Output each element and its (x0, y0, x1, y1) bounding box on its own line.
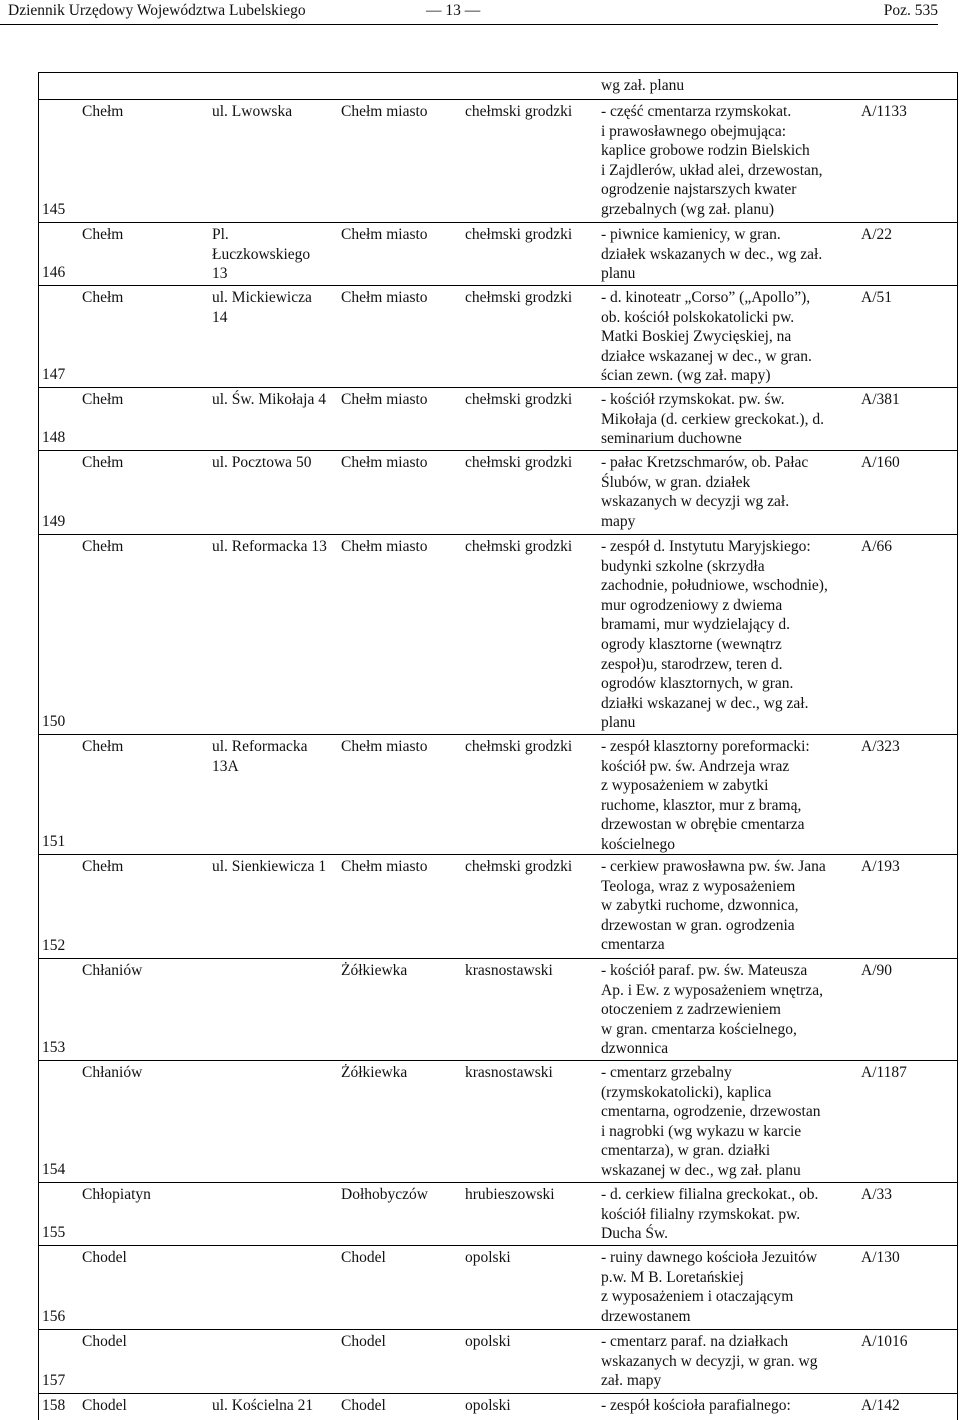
row-separator (38, 958, 958, 959)
row-number: 148 (42, 429, 66, 446)
powiat-cell: chełmski grodzki (465, 738, 573, 755)
table-row (0, 288, 960, 387)
town-cell: Chodel (82, 1333, 127, 1350)
gmina-cell: Chełm miasto (341, 289, 428, 306)
register-number-cell: A/323 (861, 738, 900, 755)
description-cell: - pałac Kretzschmarów, ob. Pałac Ślubów, w gran. działek wskazanych w decyzji wg zał. mapy (601, 454, 809, 530)
powiat-cell: chełmski grodzki (465, 454, 573, 471)
gmina-cell: Żółkiewka (341, 962, 408, 979)
town-cell: Chłopiatyn (82, 1186, 151, 1203)
register-number-cell: A/381 (861, 391, 900, 408)
row-number: 158 (42, 1397, 66, 1414)
address-cell: ul. Kościelna 21 (212, 1397, 314, 1414)
row-separator (38, 1245, 958, 1246)
row-number: 153 (42, 1039, 66, 1056)
powiat-cell: opolski (465, 1333, 511, 1350)
row-number: 154 (42, 1161, 66, 1178)
description-cell: - zespół d. Instytutu Maryjskiego: budynki szkolne (skrzydła zachodnie, południowe, wschodnie), mur ogrodzeniowy z dwiema bramami, mur wydzielający d. ogrody klasztorne (wewnątrz zespoł)u, starodrzew, teren d. ogrodów klasztornych, w gran. działki wskazanej w dec., wg zał. planu (601, 538, 828, 732)
row-separator (38, 534, 958, 535)
powiat-cell: opolski (465, 1397, 511, 1414)
powiat-cell: chełmski grodzki (465, 289, 573, 306)
address-cell: ul. Św. Mikołaja 4 (212, 391, 326, 408)
register-number-cell: A/1016 (861, 1333, 908, 1350)
description-cell: - cmentarz paraf. na działkach wskazanych w decyzji, w gran. wg zał. mapy (601, 1333, 818, 1390)
town-cell: Chełm (82, 858, 124, 875)
town-cell: Chełm (82, 226, 124, 243)
row-number: 147 (42, 366, 66, 383)
row-number: 155 (42, 1224, 66, 1241)
table-row (0, 857, 960, 958)
description-cell: - cmentarz grzebalny (rzymskokatolicki), kaplica cmentarna, ogrodzenie, drzewostan i nagrobki (wg wykazu w karcie cmentarza), w gran. działki wskazanej w dec., wg zał. planu (601, 1064, 821, 1179)
row-number: 157 (42, 1372, 66, 1389)
gmina-cell: Żółkiewka (341, 1064, 408, 1081)
row-separator (38, 99, 958, 100)
gmina-cell: Chełm miasto (341, 391, 428, 408)
table-row (0, 102, 960, 222)
address-cell: ul. Reformacka 13 (212, 538, 327, 555)
description-cell: - d. cerkiew filialna greckokat., ob. kościół filialny rzymskokat. pw. Ducha Św. (601, 1186, 819, 1243)
town-cell: Chełm (82, 454, 124, 471)
address-cell: ul. Lwowska (212, 103, 293, 120)
powiat-cell: krasnostawski (465, 962, 553, 979)
powiat-cell: hrubieszowski (465, 1186, 555, 1203)
position-number: Poz. 535 (883, 2, 938, 19)
row-number: 152 (42, 937, 66, 954)
powiat-cell: krasnostawski (465, 1064, 553, 1081)
table-row (0, 225, 960, 285)
table-row (0, 1063, 960, 1182)
gmina-cell: Chełm miasto (341, 538, 428, 555)
description-cell: - część cmentarza rzymskokat. i prawosławnego obejmująca: kaplice grobowe rodzin Bielskich i Zajdlerów, układ alei, drzewostan, ogrodzenie najstarszych kwater grzebalnych (wg zał. planu) (601, 103, 823, 218)
gmina-cell: Chodel (341, 1397, 386, 1414)
row-number: 150 (42, 713, 66, 730)
register-number-cell: A/66 (861, 538, 892, 555)
table-row (0, 1185, 960, 1245)
row-number: 149 (42, 513, 66, 530)
town-cell: Chełm (82, 738, 124, 755)
gmina-cell: Chełm miasto (341, 738, 428, 755)
register-number-cell: A/1133 (861, 103, 907, 120)
description-cell: - zespół klasztorny poreformacki: kościół pw. św. Andrzeja wraz z wyposażeniem w zabytki ruchome, klasztor, mur z bramą, drzewostan w obrębie cmentarza kościelnego (601, 738, 810, 853)
register-number-cell: A/1187 (861, 1064, 907, 1081)
town-cell: Chełm (82, 391, 124, 408)
address-cell: ul. Pocztowa 50 (212, 454, 312, 471)
register-number-cell: A/22 (861, 226, 892, 243)
town-cell: Chodel (82, 1249, 127, 1266)
address-cell: ul. Reformacka 13A (212, 738, 308, 775)
continued-description: wg zał. planu (601, 77, 685, 94)
page-number: — 13 — (426, 2, 481, 19)
table-row (0, 1396, 960, 1420)
town-cell: Chłaniów (82, 962, 143, 979)
register-number-cell: A/193 (861, 858, 900, 875)
table-row (0, 453, 960, 534)
table-row (0, 1248, 960, 1329)
row-separator (38, 285, 958, 286)
register-number-cell: A/33 (861, 1186, 892, 1203)
town-cell: Chodel (82, 1397, 127, 1414)
table-row (0, 1332, 960, 1393)
powiat-cell: chełmski grodzki (465, 226, 573, 243)
powiat-cell: opolski (465, 1249, 511, 1266)
row-separator (38, 1329, 958, 1330)
register-number-cell: A/51 (861, 289, 892, 306)
row-separator (38, 450, 958, 451)
address-cell: Pl. Łuczkowskiego 13 (212, 226, 311, 283)
journal-title: Dziennik Urzędowy Województwa Lubelskiego (8, 2, 306, 19)
row-separator (38, 1060, 958, 1061)
row-number: 146 (42, 264, 66, 281)
row-number: 156 (42, 1308, 66, 1325)
description-cell: - d. kinoteatr „Corso” („Apollo”), ob. kościół polskokatolicki pw. Matki Boskiej Zwycięskiej, na działce wskazanej w dec., w gran. ścian zewn. (wg zał. mapy) (601, 289, 812, 385)
description-cell: - ruiny dawnego kościoła Jezuitów p.w. M B. Loretańskiej z wyposażeniem i otaczającym drzewostanem (601, 1249, 818, 1325)
powiat-cell: chełmski grodzki (465, 391, 573, 408)
gmina-cell: Chełm miasto (341, 454, 428, 471)
description-cell: - kościół rzymskokat. pw. św. Mikołaja (d. cerkiew greckokat.), d. seminarium duchowne (601, 391, 824, 448)
gmina-cell: Chełm miasto (341, 858, 428, 875)
gmina-cell: Dołhobyczów (341, 1186, 428, 1203)
town-cell: Chłaniów (82, 1064, 143, 1081)
register-number-cell: A/90 (861, 962, 892, 979)
row-separator (38, 854, 958, 855)
powiat-cell: chełmski grodzki (465, 103, 573, 120)
town-cell: Chełm (82, 103, 124, 120)
address-cell: ul. Sienkiewicza 1 (212, 858, 327, 875)
powiat-cell: chełmski grodzki (465, 538, 573, 555)
town-cell: Chełm (82, 289, 124, 306)
table-row (0, 537, 960, 734)
row-separator (38, 222, 958, 223)
description-cell: - zespół kościoła parafialnego: (601, 1397, 791, 1414)
row-separator (38, 1393, 958, 1394)
register-number-cell: A/160 (861, 454, 900, 471)
row-separator (38, 734, 958, 735)
town-cell: Chełm (82, 538, 124, 555)
address-cell: ul. Mickiewicza 14 (212, 289, 312, 326)
register-number-cell: A/130 (861, 1249, 900, 1266)
register-number-cell: A/142 (861, 1397, 900, 1414)
gmina-cell: Chełm miasto (341, 226, 428, 243)
description-cell: - kościół paraf. pw. św. Mateusza Ap. i Ew. z wyposażeniem wnętrza, otoczeniem z zadrzewieniem w gran. cmentarza kościelnego, dzwonnica (601, 962, 823, 1058)
row-number: 145 (42, 201, 66, 218)
description-cell: - piwnice kamienicy, w gran. działek wskazanych w dec., wg zał. planu (601, 226, 823, 283)
table-row (0, 961, 960, 1060)
table-row (0, 737, 960, 854)
row-number: 151 (42, 833, 66, 850)
row-separator (38, 387, 958, 388)
table-row (0, 390, 960, 450)
gmina-cell: Chodel (341, 1333, 386, 1350)
gmina-cell: Chełm miasto (341, 103, 428, 120)
gmina-cell: Chodel (341, 1249, 386, 1266)
table-border-top (38, 72, 958, 73)
powiat-cell: chełmski grodzki (465, 858, 573, 875)
description-cell: - cerkiew prawosławna pw. św. Jana Teologa, wraz z wyposażeniem w zabytki ruchome, dzwonnica, drzewostan w gran. ogrodzenia cmentarza (601, 858, 826, 954)
row-separator (38, 1182, 958, 1183)
